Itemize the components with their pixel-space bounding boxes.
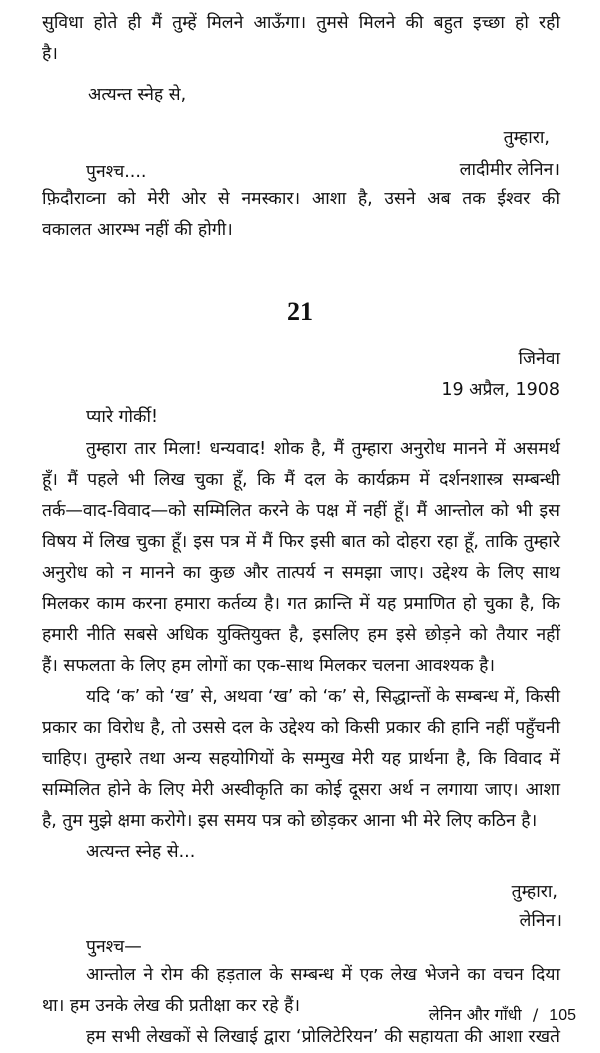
- paragraph-line: हमारी नीति सबसे अधिक युक्तियुक्त है, इसलिए हम इसे छोड़ने को तैयार नहीं: [42, 625, 560, 645]
- paragraph-line: चाहिए। तुम्हारे तथा अन्य सहयोगियों के सम्मुख मेरी यह प्रार्थना है, कि विवाद में: [42, 749, 560, 769]
- paragraph-line: है, तुम मुझे क्षमा करोगे। इस समय पत्र को छोड़कर आना भी मेरे लिए कठिन है।: [42, 811, 538, 831]
- text-line: वकालत आरम्भ नहीं की होगी।: [42, 220, 233, 240]
- paragraph-line: मिलकर काम करना हमारा कर्तव्य है। गत क्रान्ति में यह प्रमाणित हो चुका है, कि: [42, 594, 560, 614]
- paragraph-line: अनुरोध को न मानने का कुछ और तात्पर्य न समझा जाए। उद्देश्य के लिए साथ: [42, 563, 560, 583]
- letter-number: 21: [287, 297, 313, 326]
- text-line: सुविधा होते ही मैं तुम्हें मिलने आऊँगा। तुमसे मिलने की बहुत इच्छा हो रही: [42, 13, 560, 33]
- paragraph-line: तर्क—वाद-विवाद—को सम्मिलित करने के पक्ष में नहीं हूँ। मैं आन्तोल को भी इस: [42, 501, 560, 521]
- paragraph-line: था। हम उनके लेख की प्रतीक्षा कर रहे हैं।: [42, 996, 301, 1016]
- paragraph-line: तुम्हारा तार मिला! धन्यवाद! शोक है, मैं तुम्हारा अनुरोध मानने में असमर्थ: [86, 439, 560, 459]
- paragraph-line: सम्मिलित होने के लिए मेरी अस्वीकृति का कोई दूसरा अर्थ न लगाया जाए। आशा: [42, 780, 560, 800]
- signature-line: तुम्हारा,: [511, 882, 558, 902]
- closing-line: अत्यन्त स्नेह से...: [86, 842, 196, 862]
- paragraph-line: विषय में लिख चुका हूँ। इस पत्र में मैं फिर इसी बात को दोहरा रहा हूँ, ताकि तुम्हारे: [42, 532, 560, 552]
- place-line: जिनेवा: [518, 349, 560, 369]
- signature-name: लेनिन।: [519, 911, 562, 931]
- paragraph-line: हम सभी लेखकों से लिखाई द्वारा ‘प्रोलिटेरियन’ की सहायता की आशा रखते: [86, 1027, 560, 1047]
- paragraph-line: हूँ। मैं पहले भी लिख चुका हूँ, कि मैं दल के कार्यक्रम में दर्शनशास्त्र सम्बन्धी: [42, 470, 560, 490]
- date-line: 19 अप्रैल, 1908: [441, 380, 560, 400]
- text-line: फ़िदौराव्ना को मेरी ओर से नमस्कार। आशा है, उसने अब तक ईश्वर की: [42, 189, 560, 209]
- postscript-heading: पुनश्च—: [86, 937, 142, 957]
- paragraph-line: हैं। सफलता के लिए हम लोगों का एक-साथ मिलकर चलना आवश्यक है।: [42, 656, 496, 676]
- paragraph-line: यदि ‘क’ को ‘ख’ से, अथवा ‘ख’ को ‘क’ से, सिद्धान्तों के सम्बन्ध में, किसी: [86, 687, 560, 707]
- postscript-heading: पुनश्च....: [86, 162, 147, 182]
- page-number: 105: [549, 1007, 576, 1024]
- paragraph-line: आन्तोल ने रोम की हड़ताल के सम्बन्ध में एक लेख भेजने का वचन दिया: [86, 965, 560, 985]
- closing-line: अत्यन्त स्नेह से,: [88, 85, 187, 105]
- footer-separator: /: [532, 1005, 539, 1024]
- page-footer: [429, 1003, 576, 1025]
- signature-name: लादीमीर लेनिन।: [459, 160, 560, 180]
- paragraph-line: प्रकार का विरोध है, तो उससे दल के उद्देश्य को किसी प्रकार की हानि नहीं पहुँचनी: [42, 718, 560, 738]
- signature-line: तुम्हारा,: [503, 128, 550, 148]
- running-title: लेनिन और गाँधी: [428, 1005, 522, 1024]
- salutation: प्यारे गोर्की!: [86, 407, 159, 427]
- text-line: है।: [42, 44, 58, 64]
